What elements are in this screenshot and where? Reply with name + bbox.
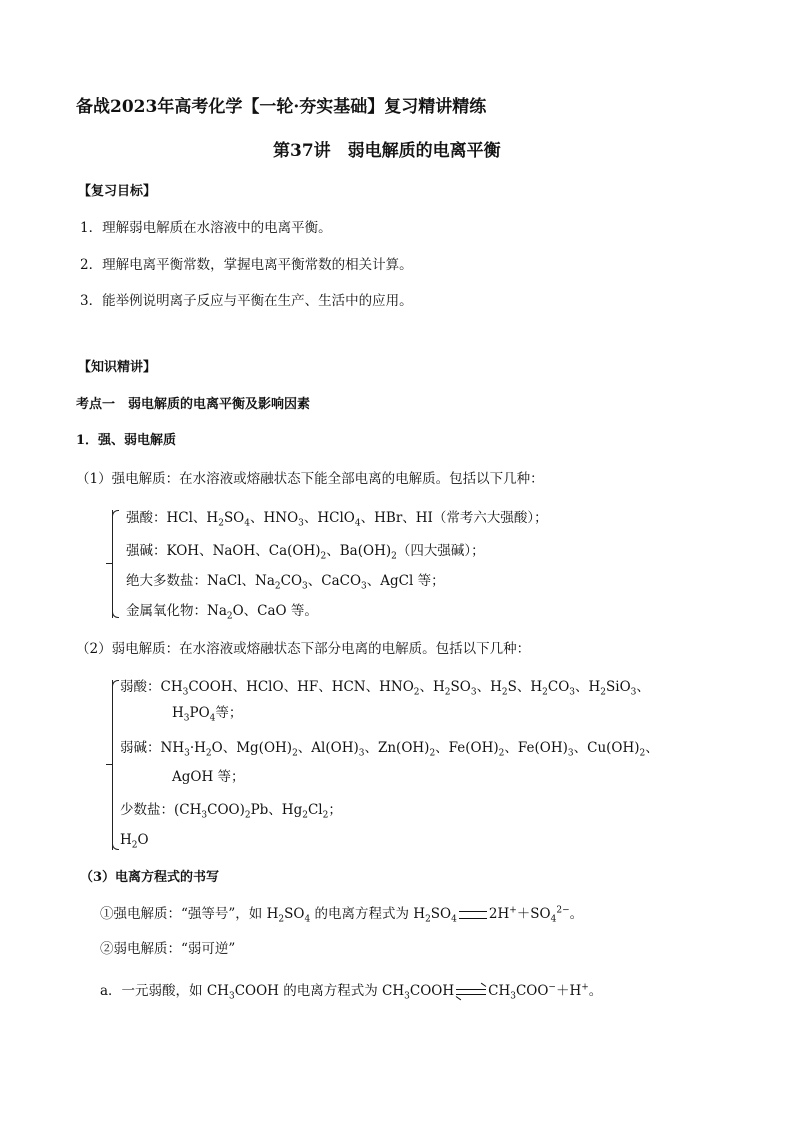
strong-electrolyte-intro: （1）强电解质：在水溶液或熔融状态下能全部电离的电解质。包括以下几种： <box>76 471 544 487</box>
equilibrium-arrow-icon <box>456 987 486 997</box>
strong-base-line: 强碱：KOH、NaOH、$Ca(OH)_2$、$Ba(OH)_2$（四大强碱）； <box>126 543 485 562</box>
document-title: 备战2023年高考化学【一轮·夯实基础】复习精讲精练 <box>76 97 487 117</box>
equation-heading: （3）电离方程式的书写 <box>80 870 220 885</box>
goal-item-3: 3．能举例说明离子反应与平衡在生产、生活中的应用。 <box>80 293 413 309</box>
lecture-title: 第37讲 弱电解质的电离平衡 <box>273 141 501 161</box>
knowledge-heading: 【知识精讲】 <box>78 360 157 375</box>
oxide-line: 金属氧化物：$Na_2O$、CaO 等。 <box>126 603 318 622</box>
strong-acid-line: 强酸：HCl、$H_2SO_4$、$HNO_3$、HClO$_4$、HBr、HI（常考六大强酸）； <box>126 510 548 529</box>
goal-item-1: 1．理解弱电解质在水溶液中的电离平衡。 <box>80 220 332 236</box>
equals-sign <box>459 911 487 919</box>
water-line: $H_2O$ <box>120 832 149 851</box>
few-salt-line: 少数盐：$(CH_3COO)_2Pb$、$Hg_2Cl_2$； <box>120 802 342 821</box>
goals-heading: 【复习目标】 <box>78 184 157 199</box>
weak-acid-equation-line: a．一元弱酸，如 $CH_3COOH$ 的电离方程式为 $CH_3COOH$ $CH_3COO^-+H^+$。 <box>100 982 603 1002</box>
weak-brace <box>112 680 113 850</box>
goal-item-2: 2．理解电离平衡常数，掌握电离平衡常数的相关计算。 <box>80 257 413 273</box>
strong-equation-line: ①强电解质：“强等号”，如 $H_2SO_4$ 的电离方程式为 $H_2SO_4$ $2H^++SO_4^{2-}$。 <box>100 905 584 925</box>
weak-acid-line-2: $H_3PO_4$等； <box>172 705 243 724</box>
weak-acid-line: 弱酸：$CH_3COOH$、HClO、HF、HCN、$HNO_2$、$H_2SO_3$、$H_2S$、$H_2CO_3$、$H_2SiO_3$、 <box>120 679 650 698</box>
section-strong-weak: 1．强、弱电解质 <box>76 433 177 448</box>
point-title: 考点一 弱电解质的电离平衡及影响因素 <box>76 397 311 412</box>
weak-equation-label: ②弱电解质：“弱可逆” <box>100 941 236 957</box>
weak-base-line-2: AgOH 等； <box>172 769 245 785</box>
weak-base-line: 弱碱：$NH_3\cdot H_2O$、$Mg(OH)_2$、$Al(OH)_3$、$Zn(OH)_2$、$Fe(OH)_2$、$Fe(OH)_3$、$Cu(OH)_2$、 <box>120 740 659 759</box>
weak-electrolyte-intro: （2）弱电解质：在水溶液或熔融状态下部分电离的电解质。包括以下几种： <box>76 641 531 657</box>
strong-brace <box>112 510 113 618</box>
salt-line: 绝大多数盐：NaCl、$Na_2CO_3$、CaCO$_3$、AgCl 等； <box>126 573 445 592</box>
